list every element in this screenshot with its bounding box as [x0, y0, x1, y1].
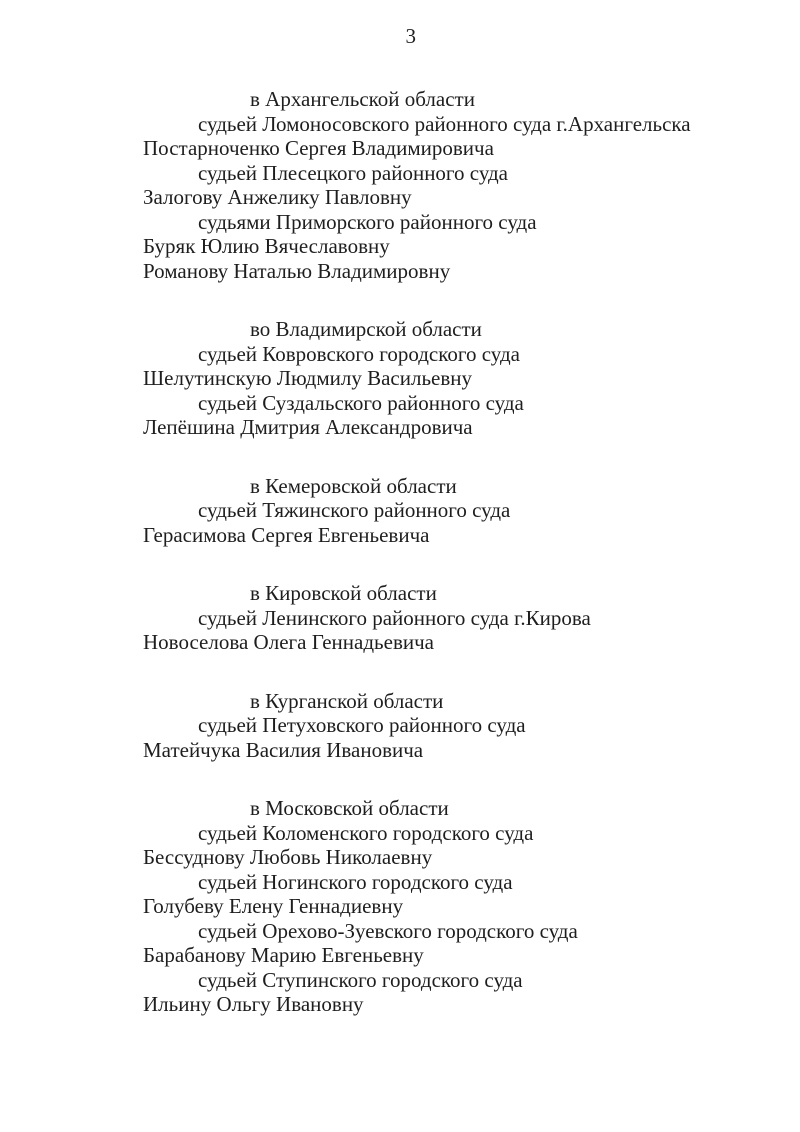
judge-name-line: Ильину Ольгу Ивановну: [143, 992, 364, 1016]
judge-name-line: Романову Наталью Владимировну: [143, 258, 451, 283]
region-heading: в Кемеровской области: [250, 473, 457, 498]
judge-name-line: Постарноченко Сергея Владимировича: [143, 136, 494, 160]
court-line: судьей Ленинского районного суда г.Кирова: [198, 605, 591, 630]
section-kurgan-oblast: [143, 689, 763, 763]
court-line: судьями Приморского районного суда: [198, 209, 537, 234]
judge-name-line: Герасимова Сергея Евгеньевича: [143, 522, 430, 547]
judge-name-line: Лепёшина Дмитрия Александровича: [143, 415, 473, 439]
page-number: 3: [405, 24, 417, 48]
court-line: судьей Ногинского городского суда: [198, 869, 513, 894]
court-line: судьей Суздальского районного суда: [198, 390, 524, 415]
region-heading: в Кировской области: [250, 581, 437, 605]
court-line: судьей Тяжинского районного суда: [198, 498, 511, 522]
court-line: судьей Ломоносовского районного суда г.Архангельска: [198, 111, 691, 136]
section-kirov-oblast: [143, 581, 763, 655]
judge-name-line: Бессуднову Любовь Николаевну: [143, 845, 433, 869]
region-heading: в Курганской области: [250, 688, 444, 713]
judge-name-line: Залогову Анжелику Павловну: [143, 185, 412, 209]
judge-name-line: Матейчука Василия Ивановича: [143, 737, 424, 762]
decree-body: [143, 87, 763, 1017]
judge-name-line: Буряк Юлию Вячеславовну: [143, 234, 390, 258]
judge-name-line: Голубеву Елену Геннадиевну: [143, 894, 404, 918]
region-heading: в Московской области: [250, 796, 449, 820]
section-vladimir-oblast: [143, 317, 763, 440]
section-moscow-oblast: [143, 796, 763, 1017]
section-kemerovo-oblast: [143, 474, 763, 548]
court-line: судьей Ковровского городского суда: [198, 341, 520, 366]
judge-name-line: Барабанову Марию Евгеньевну: [143, 943, 424, 967]
court-line: судьей Коломенского городского суда: [198, 820, 534, 845]
judge-name-line: Шелутинскую Людмилу Васильевну: [143, 366, 473, 390]
court-line: судьей Ступинского городского суда: [198, 967, 523, 992]
court-line: судьей Орехово-Зуевского городского суда: [198, 918, 578, 943]
judge-name-line: Новоселова Олега Геннадьевича: [143, 630, 434, 654]
section-arkhangelsk-oblast: [143, 87, 763, 283]
court-line: судьей Петуховского районного суда: [198, 713, 526, 737]
region-heading: в Архангельской области: [250, 87, 475, 111]
region-heading: во Владимирской области: [250, 317, 482, 341]
court-line: судьей Плесецкого районного суда: [198, 160, 508, 185]
